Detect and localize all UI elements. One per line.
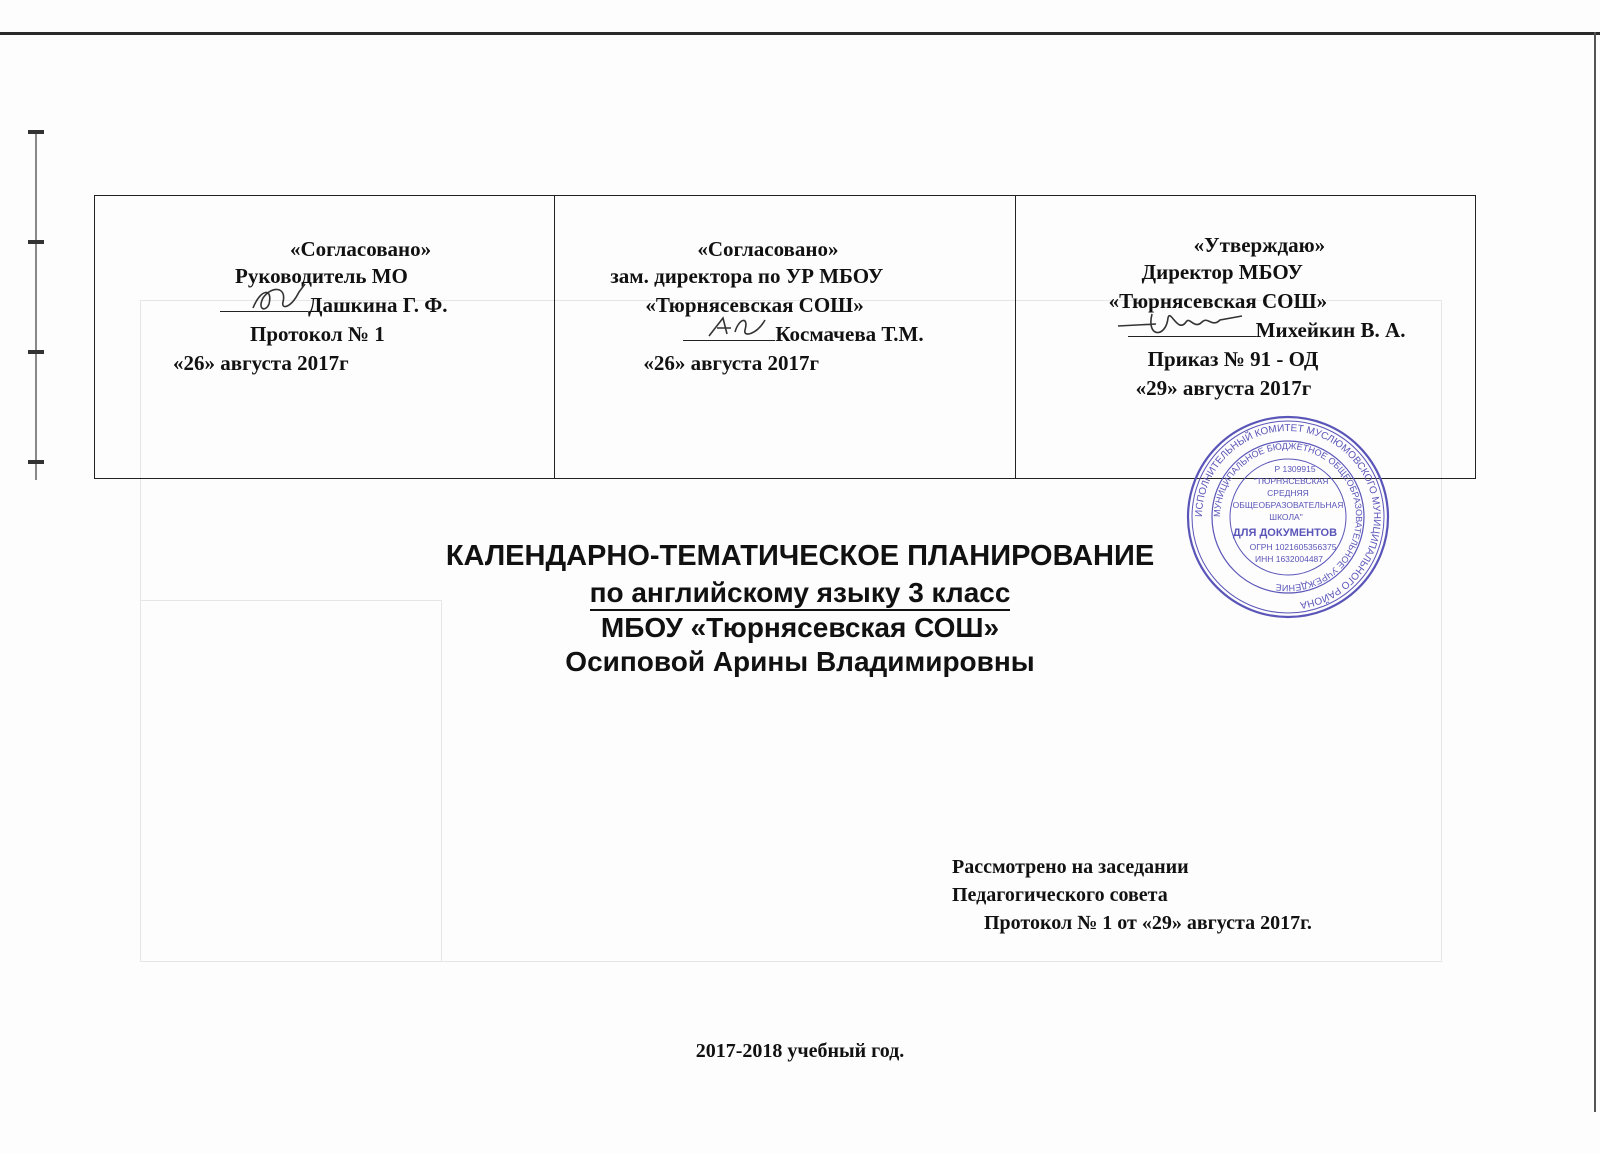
approval-protocol: Протокол № 1: [250, 322, 385, 346]
approval-cell-mo: [95, 196, 555, 478]
binding-hole: [28, 350, 44, 354]
page-top-edge: [0, 32, 1600, 35]
approval-date: «26» августа 2017г: [173, 351, 349, 375]
approval-school: «Тюрнясевская СОШ»: [645, 293, 864, 317]
approval-date: «29» августа 2017г: [1135, 376, 1312, 400]
stamp-center-line: Р 1309915: [1274, 464, 1316, 474]
considered-line-3: Протокол № 1 от «29» августа 2017г.: [984, 912, 1312, 934]
document-subject-text: по английскому языку 3 класс: [590, 577, 1011, 611]
document-school: МБОУ «Тюрнясевская СОШ»: [600, 612, 1000, 643]
document-teacher: Осиповой Арины Владимировны: [565, 646, 1035, 677]
approval-position: Руководитель МО: [235, 264, 408, 288]
approval-order: Приказ № 91 - ОД: [1147, 347, 1319, 371]
approval-cell-deputy: [555, 196, 1015, 478]
academic-year: 2017-2018 учебный год.: [695, 1040, 905, 1062]
handwritten-signature: [1116, 304, 1246, 351]
approval-name: Михейкин В. А.: [1255, 318, 1406, 342]
document-title: КАЛЕНДАРНО-ТЕМАТИЧЕСКОЕ ПЛАНИРОВАНИЕ: [445, 540, 1155, 572]
considered-line-1: Рассмотрено на заседании: [952, 856, 1189, 878]
handwritten-signature: [247, 282, 317, 323]
stamp-center-line: ШКОЛА": [1269, 512, 1303, 522]
document-subject: [0, 577, 1600, 609]
stamp-outer-text: ИСПОЛНИТЕЛЬНЫЙ КОМИТЕТ МУСЛЮМОВСКОГО МУНИЦИПАЛЬНОГО РАЙОНА: [1193, 422, 1383, 611]
approval-heading: «Согласовано»: [697, 237, 839, 261]
approval-heading: «Утверждаю»: [1193, 233, 1326, 257]
binding-hole: [28, 460, 44, 464]
approval-heading: «Согласовано»: [290, 237, 432, 261]
binding-hole: [28, 240, 44, 244]
approval-name: Дашкина Г. Ф.: [308, 293, 448, 317]
stamp-center-line: СРЕДНЯЯ: [1267, 488, 1309, 498]
stamp-label: ДЛЯ ДОКУМЕНТОВ: [1232, 527, 1338, 539]
stamp-center-line: ОБЩЕОБРАЗОВАТЕЛЬНАЯ: [1232, 500, 1344, 510]
approval-position: Директор МБОУ: [1141, 260, 1303, 284]
approval-position: зам. директора по УР МБОУ: [610, 264, 884, 288]
stamp-inner-text: МУНИЦИПАЛЬНОЕ БЮДЖЕТНОЕ ОБЩЕОБРАЗОВАТЕЛЬНОЕ УЧРЕЖДЕНИЕ: [1211, 440, 1365, 594]
binding-thread: [35, 130, 37, 480]
approval-name: Космачева Т.М.: [775, 322, 924, 346]
approval-date: «26» августа 2017г: [643, 351, 819, 375]
binding-stitches: [28, 130, 44, 480]
stamp-inn: ИНН 1632004487: [1254, 554, 1324, 564]
approval-school: «Тюрнясевская СОШ»: [1108, 289, 1328, 313]
stamp-ogrn: ОГРН 1021605356375: [1249, 542, 1337, 552]
considered-line-2: Педагогического совета: [952, 884, 1168, 906]
binding-hole: [28, 130, 44, 134]
handwritten-signature: [705, 312, 775, 349]
stamp-center-line: "ТЮРНЯСЕВСКАЯ: [1253, 476, 1329, 486]
